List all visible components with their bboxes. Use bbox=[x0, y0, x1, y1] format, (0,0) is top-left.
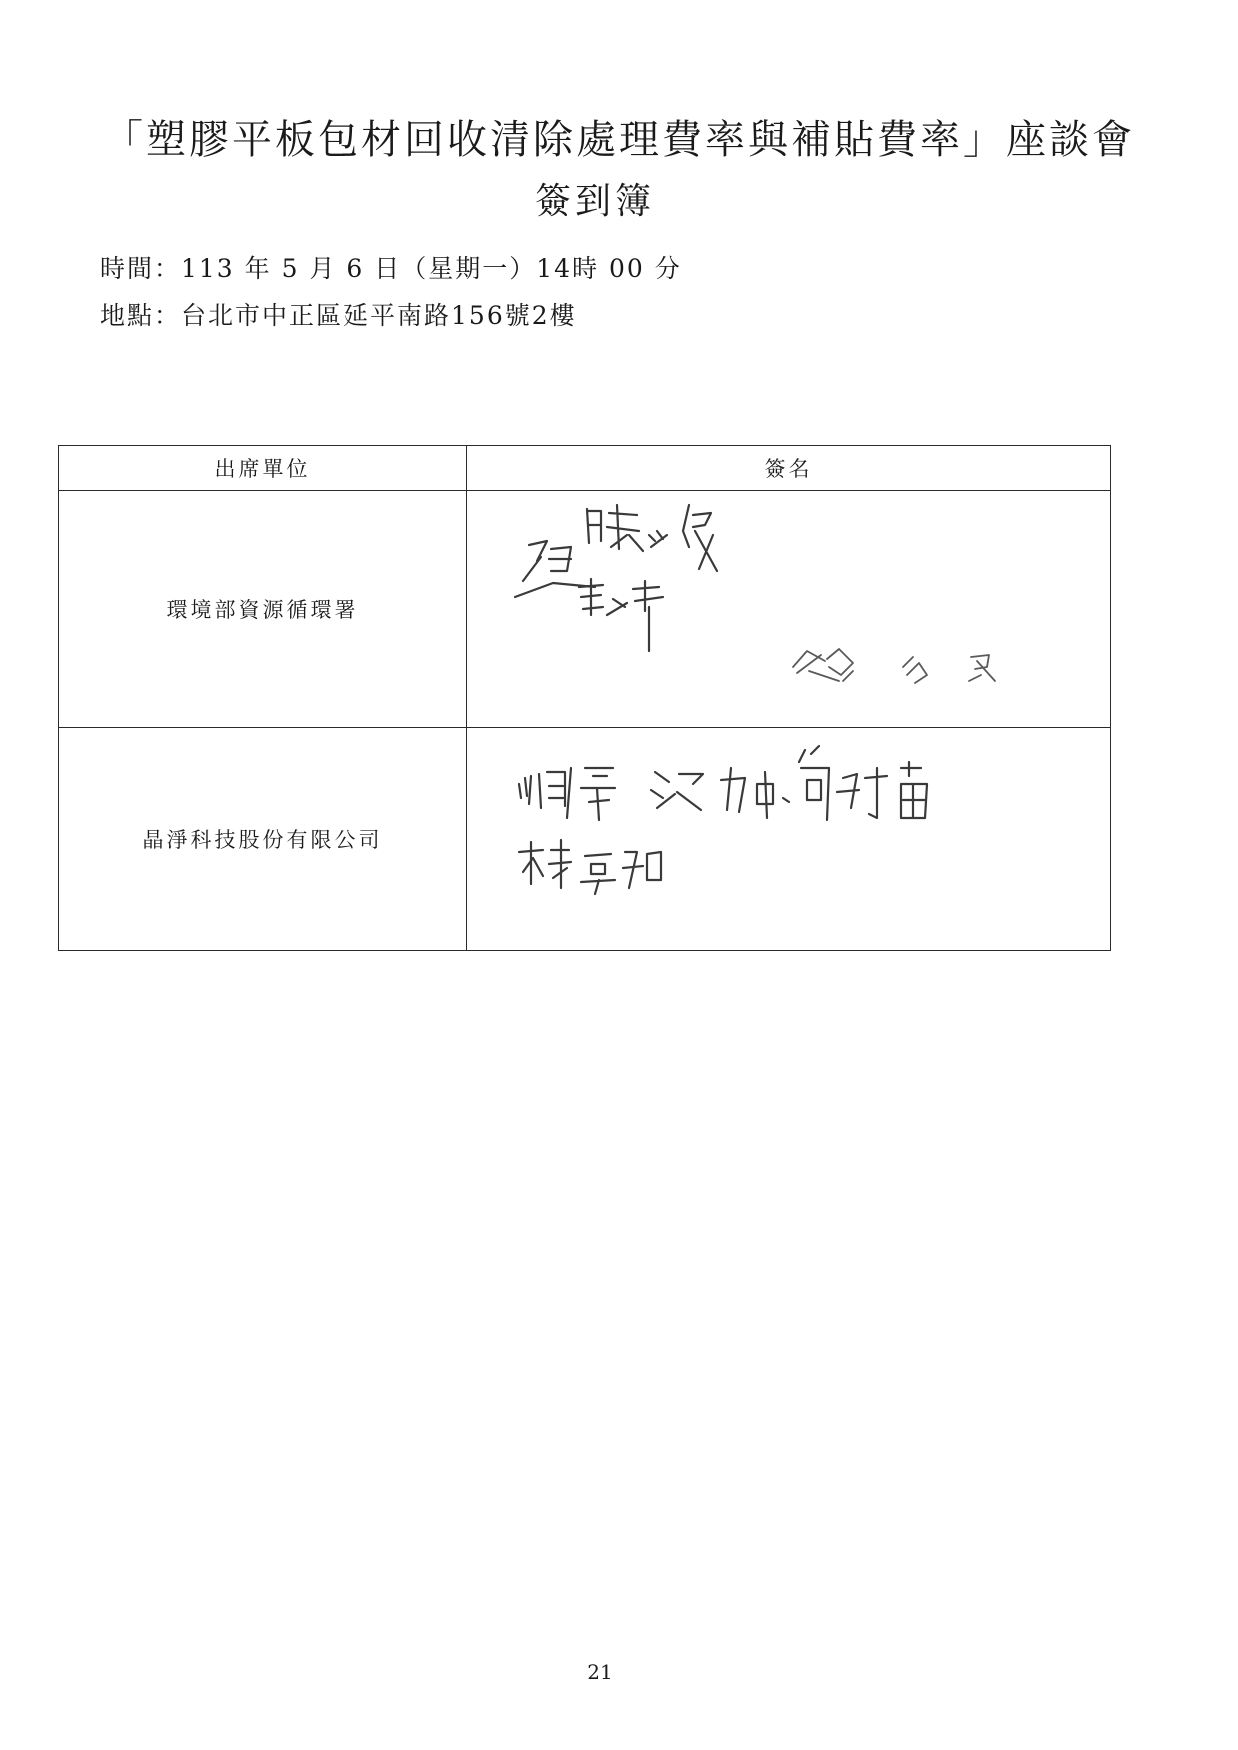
signature-mark bbox=[587, 505, 717, 571]
signature-mark bbox=[515, 541, 663, 651]
meeting-location: 地點：台北市中正區延平南路156號2樓 bbox=[100, 301, 577, 330]
handwritten-signatures bbox=[467, 728, 1111, 950]
header-attending-unit: 出席單位 bbox=[59, 446, 467, 491]
signature-mark bbox=[519, 840, 661, 894]
signature-cell bbox=[467, 491, 1111, 728]
header-signature: 簽名 bbox=[467, 446, 1111, 491]
attending-unit-cell: 環境部資源循環署 bbox=[59, 491, 467, 728]
document-subtitle: 簽到簿 bbox=[534, 181, 655, 222]
page-number: 21 bbox=[587, 1660, 613, 1684]
sign-in-table bbox=[58, 445, 1111, 951]
signature-mark bbox=[793, 649, 995, 683]
signature-cell bbox=[467, 728, 1111, 951]
handwritten-signatures bbox=[467, 491, 1111, 727]
table-header-row bbox=[59, 446, 1111, 491]
document-title: 「塑膠平板包材回收清除處理費率與補貼費率」座談會 bbox=[103, 117, 1135, 163]
signature-mark bbox=[519, 746, 927, 820]
meeting-time: 時間：113 年 5 月 6 日（星期一）14時 00 分 bbox=[100, 254, 682, 283]
table-row bbox=[59, 728, 1111, 951]
table-row bbox=[59, 491, 1111, 728]
attending-unit-cell: 晶淨科技股份有限公司 bbox=[59, 728, 467, 951]
